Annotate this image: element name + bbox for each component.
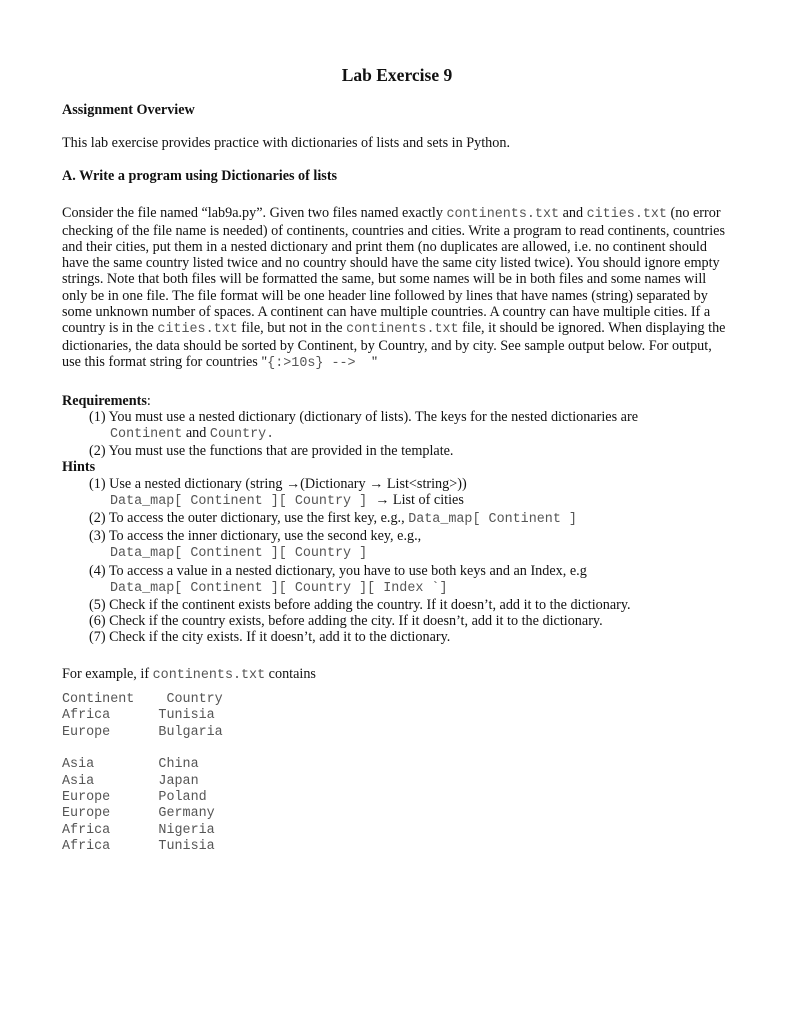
file-name-cities: cities.txt xyxy=(586,206,667,222)
requirements-list xyxy=(62,409,732,460)
list-item: (4) To access a value in a nested dictionary, you have to use both keys and an Index, e.g Data_map[ Continent ][ Country ][ Index `] xyxy=(89,562,587,596)
file-name-continents: continents.txt xyxy=(346,322,459,338)
list-item: (2) To access the outer dictionary, use the first key, e.g., Data_map[ Continent ] xyxy=(89,510,577,528)
section-a-heading: A. Write a program using Dictionaries of lists xyxy=(62,168,338,185)
requirements-heading: Requirements: xyxy=(62,392,151,409)
format-string: {:>10s} --> xyxy=(267,356,372,372)
list-item: (7) Check if the city exists. If it doesn’t, add it to the dictionary. xyxy=(89,629,451,646)
file-name-continents: continents.txt xyxy=(152,667,266,683)
document xyxy=(62,64,732,856)
page-title: Lab Exercise 9 xyxy=(341,65,453,85)
list-item: (1) You must use a nested dictionary (dictionary of lists). The keys for the nested dictionaries are Continent and Country. xyxy=(89,408,638,443)
list-item: (3) To access the inner dictionary, use the second key, e.g., Data_map[ Continent ][ Country ] xyxy=(89,528,422,562)
example-data-block-2: Asia China Asia Japan Europe Poland Europe Germany Africa Nigeria Africa Tunisia xyxy=(62,757,215,855)
overview-text: This lab exercise provides practice with dictionaries of lists and sets in Python. xyxy=(62,135,510,152)
list-item: (1) Use a nested dictionary (string →(Dictionary → List<string>)) Data_map[ Continent ][ Country ] → List of cities xyxy=(89,475,467,509)
list-item: (6) Check if the country exists, before adding the city. If it doesn’t, add it to the dictionary. xyxy=(89,613,603,630)
hints-heading: Hints xyxy=(62,459,96,476)
list-item: (2) You must use the functions that are provided in the template. xyxy=(89,443,454,460)
section-a-paragraph: Consider the file named “lab9a.py”. Given two files named exactly continents.txt and cities.txt (no error checking of the file name is needed) of continents, countries and cities. Write a program to read continents, countries and their cities, put them in a nested dictionary and print them (no duplicates are allowed, i.e. no continent should have the same country listed twice and no country should have the same city listed twice). You should ignore empty strings. Note that both files will be formatted the same, but some names will be in both files and some names will only be in one file. The file format will be one header line followed by lines that have names (string) separated by some unknown number of spaces. A continent can have multiple countries. A country can have multiple cities. If a country is in the cities.txt file, but not in the continents.txt file, it should be ignored. When displaying the dictionaries, the data should be sorted by Continent, by Country, and by city. See sample output below. For output, use this format string for countries "{:>10s} --> " xyxy=(62,204,726,372)
example-intro: For example, if continents.txt contains xyxy=(62,665,316,683)
overview-heading: Assignment Overview xyxy=(62,102,195,118)
example-data-block-1: Continent Country Africa Tunisia Europe Bulgaria xyxy=(62,691,223,740)
file-name-cities: cities.txt xyxy=(157,322,238,338)
file-name-continents: continents.txt xyxy=(446,206,560,222)
hints-list xyxy=(62,476,732,646)
list-item: (5) Check if the continent exists before adding the country. If it doesn’t, add it to the dictionary. xyxy=(89,597,631,614)
